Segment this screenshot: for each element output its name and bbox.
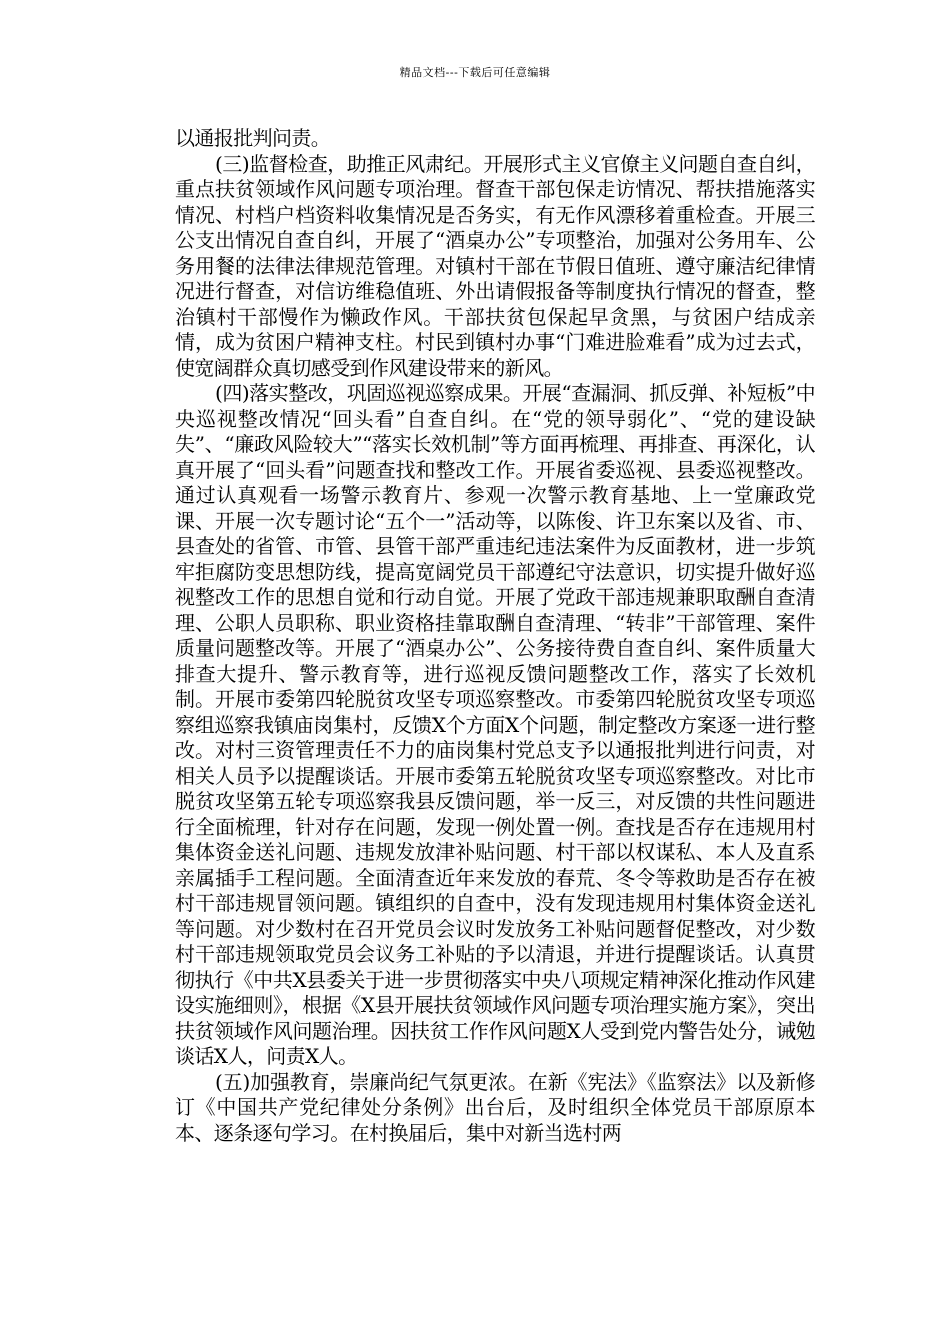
document-body	[175, 126, 815, 1146]
paragraph-rectification: (四)落实整改，巩固巡视巡察成果。开展“查漏洞、抓反弹、补短板”中央巡视整改情况“回头看”自查自纠。在“党的领导弱化”、“党的建设缺失”、“廉政风险较大”“落实长效机制”等方面再梳理、再排查、再深化，认真开展了“回头看”问题查找和整改工作。开展省委巡视、县委巡视整改。通过认真观看一场警示教育片、参观一次警示教育基地、上一堂廉政党课、开展一次专题讨论“五个一”活动等，以陈俊、许卫东案以及省、市、县查处的省管、市管、县管干部严重违纪违法案件为反面教材，进一步筑牢拒腐防变思想防线，提高宽阔党员干部遵纪守法意识，切实提升做好巡视整改工作的思想自觉和行动自觉。开展了党政干部违规兼职取酬自查清理、公职人员职称、职业资格挂靠取酬自查清理、“转非”干部管理、案件质量问题整改等。开展了“酒桌办公”、公务接待费自查自纠、案件质量大排查大提升、警示教育等，进行巡视反馈问题整改工作，落实了长效机制。开展市委第四轮脱贫攻坚专项巡察整改。市委第四轮脱贫攻坚专项巡察组巡察我镇庙岗集村，反馈X个方面X个问题，制定整改方案逐一进行整改。对村三资管理责任不力的庙岗集村党总支予以通报批判进行问责，对相关人员予以提醒谈话。开展市委第五轮脱贫攻坚专项巡察整改。对比市脱贫攻坚第五轮专项巡察我县反馈问题，举一反三，对反馈的共性问题进行全面梳理，针对存在问题，发现一例处置一例。查找是否存在违规用村集体资金送礼问题、违规发放津补贴问题、村干部以权谋私、本人及直系亲属插手工程问题。全面清查近年来发放的春荒、冬令等救助是否存在被村干部违规冒领问题。镇组织的自查中，没有发现违规用村集体资金送礼等问题。对少数村在召开党员会议时发放务工补贴问题督促整改，对少数村干部违规领取党员会议务工补贴的予以清退，并进行提醒谈话。认真贯彻执行《中共X县委关于进一步贯彻落实中央八项规定精神深化推动作风建设实施细则》，根据《X县开展扶贫领域作风问题专项治理实施方案》，突出扶贫领域作风问题治理。因扶贫工作作风问题X人受到党内警告处分，诫勉谈话X人，问责X人。	[175, 381, 815, 1068]
paragraph-education: (五)加强教育，崇廉尚纪气氛更浓。在新《宪法》《监察法》以及新修订《中国共产党纪律处分条例》出台后，及时组织全体党员干部原原本本、逐条逐句学习。在村换届后，集中对新当选村两	[175, 1069, 815, 1145]
paragraph-supervision-inspection: (三)监督检查，助推正风肃纪。开展形式主义官僚主义问题自查自纠，重点扶贫领域作风问题专项治理。督查干部包保走访情况、帮扶措施落实情况、村档户档资料收集情况是否务实，有无作风漂移着重检查。开展三公支出情况自查自纠，开展了“酒桌办公”专项整治，加强对公务用车、公务用餐的法律法律规范管理。对镇村干部在节假日值班、遵守廉洁纪律情况进行督查，对信访维稳值班、外出请假报备等制度执行情况的督查，整治镇村干部慢作为懒政作风。干部扶贫包保起早贪黑，与贫困户结成亲情，成为贫困户精神支柱。村民到镇村办事“门难进脸难看”成为过去式，使宽阔群众真切感受到作风建设带来的新风。	[175, 151, 815, 380]
page-header: 精品文档---下载后可任意编辑	[399, 66, 551, 79]
paragraph-continuation: 以通报批判问责。	[175, 126, 331, 150]
